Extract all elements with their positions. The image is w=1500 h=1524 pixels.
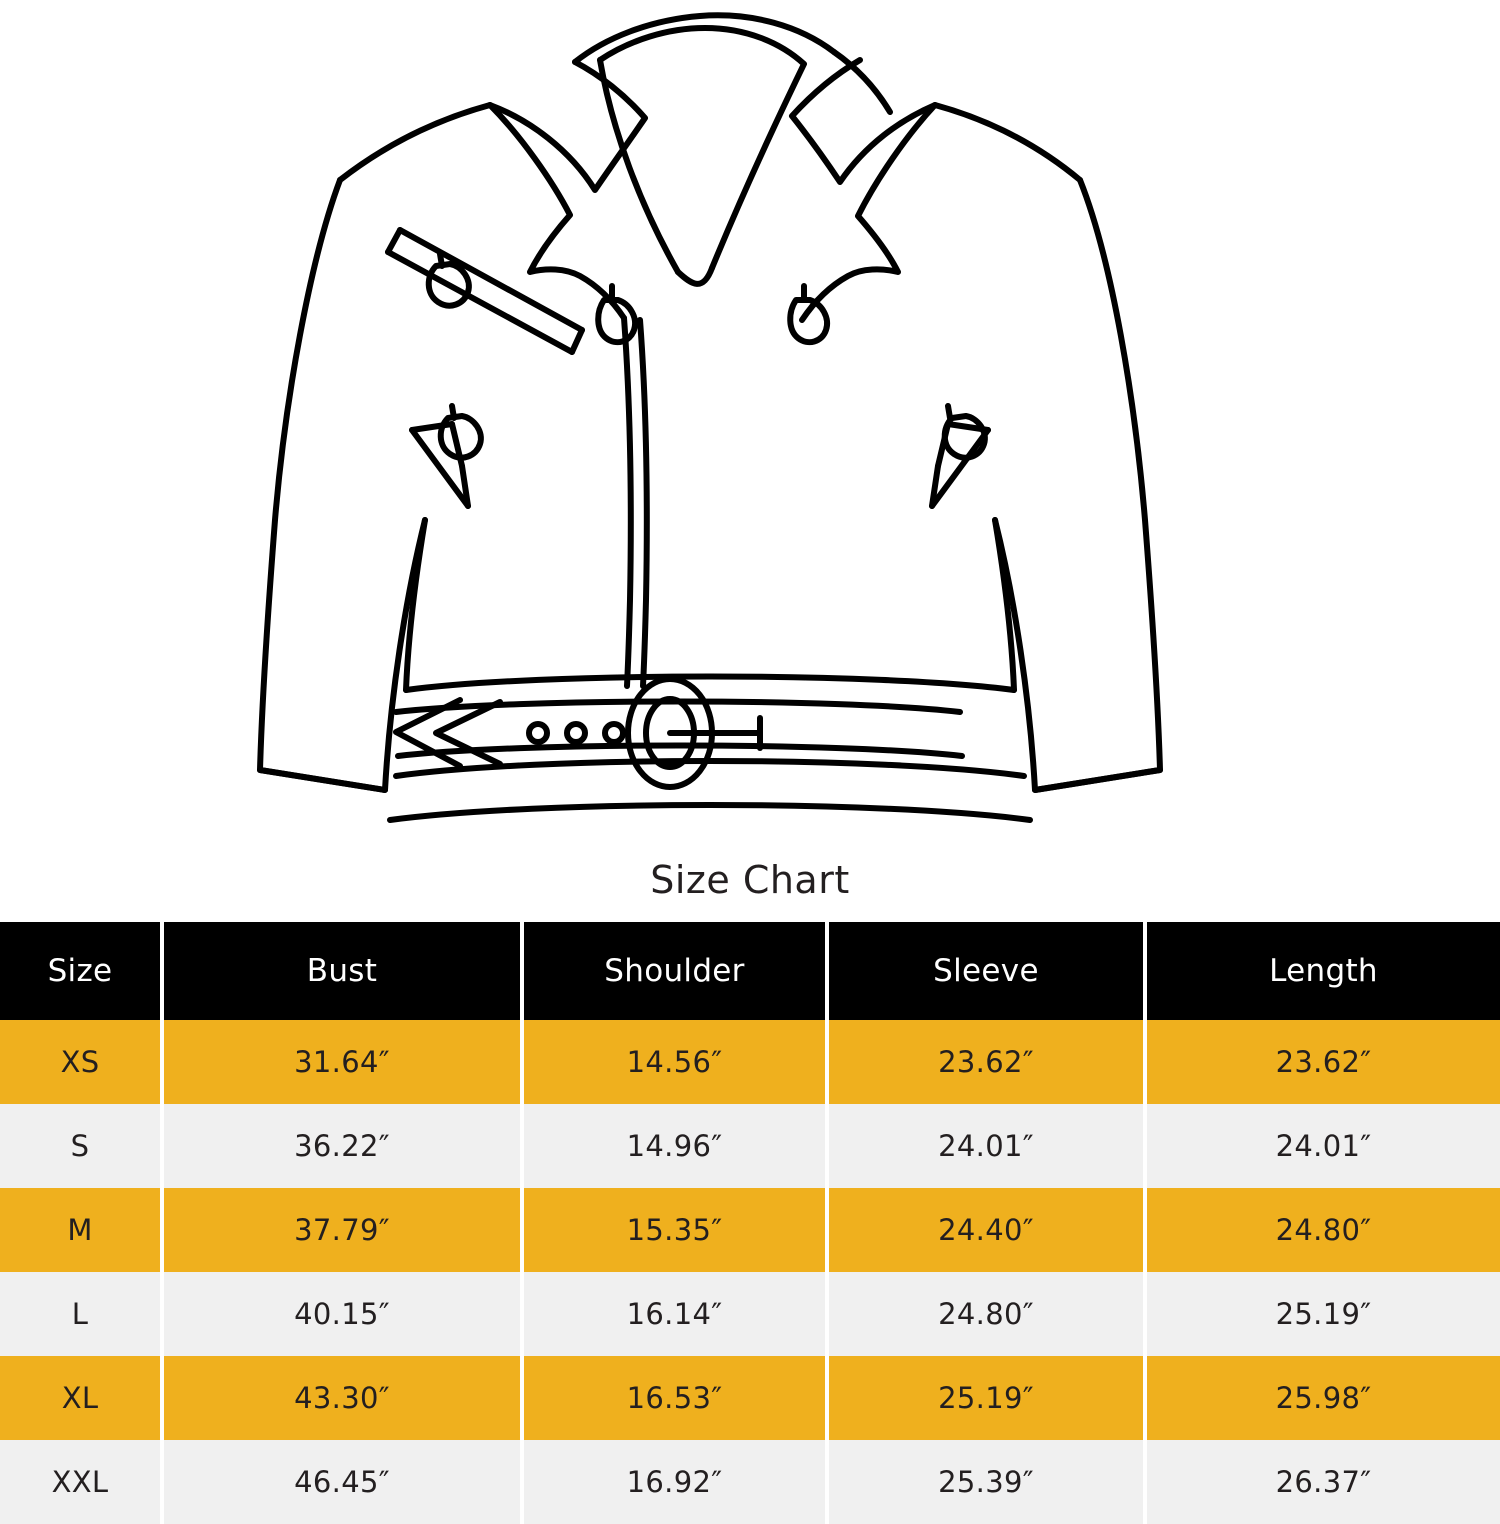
column-header-bust: Bust	[162, 922, 522, 1020]
cell-sleeve: 25.39″	[827, 1440, 1145, 1524]
cell-size: L	[0, 1272, 162, 1356]
table-row	[0, 1020, 1500, 1104]
table-row	[0, 1188, 1500, 1272]
cell-shoulder: 14.96″	[522, 1104, 827, 1188]
column-header-sleeve: Sleeve	[827, 922, 1145, 1020]
cell-bust: 40.15″	[162, 1272, 522, 1356]
table-row	[0, 1272, 1500, 1356]
cell-shoulder: 15.35″	[522, 1188, 827, 1272]
cell-sleeve: 24.80″	[827, 1272, 1145, 1356]
cell-length: 24.80″	[1145, 1188, 1500, 1272]
table-row	[0, 1104, 1500, 1188]
cell-sleeve: 25.19″	[827, 1356, 1145, 1440]
cell-bust: 37.79″	[162, 1188, 522, 1272]
cell-shoulder: 16.53″	[522, 1356, 827, 1440]
table-header-row	[0, 922, 1500, 1020]
cell-sleeve: 24.40″	[827, 1188, 1145, 1272]
cell-length: 23.62″	[1145, 1020, 1500, 1104]
table-row	[0, 1440, 1500, 1524]
cell-bust: 43.30″	[162, 1356, 522, 1440]
cell-size: XS	[0, 1020, 162, 1104]
cell-sleeve: 24.01″	[827, 1104, 1145, 1188]
biker-jacket-icon	[200, 0, 1300, 830]
size-chart-table	[0, 922, 1500, 1524]
cell-length: 25.98″	[1145, 1356, 1500, 1440]
cell-bust: 46.45″	[162, 1440, 522, 1524]
cell-length: 25.19″	[1145, 1272, 1500, 1356]
cell-shoulder: 16.14″	[522, 1272, 827, 1356]
cell-shoulder: 16.92″	[522, 1440, 827, 1524]
cell-length: 24.01″	[1145, 1104, 1500, 1188]
cell-size: M	[0, 1188, 162, 1272]
column-header-size: Size	[0, 922, 162, 1020]
table-row	[0, 1356, 1500, 1440]
cell-size: XL	[0, 1356, 162, 1440]
cell-size: S	[0, 1104, 162, 1188]
cell-sleeve: 23.62″	[827, 1020, 1145, 1104]
cell-size: XXL	[0, 1440, 162, 1524]
cell-shoulder: 14.56″	[522, 1020, 827, 1104]
page-title: Size Chart	[650, 858, 850, 902]
cell-bust: 31.64″	[162, 1020, 522, 1104]
cell-length: 26.37″	[1145, 1440, 1500, 1524]
cell-bust: 36.22″	[162, 1104, 522, 1188]
column-header-length: Length	[1145, 922, 1500, 1020]
column-header-shoulder: Shoulder	[522, 922, 827, 1020]
